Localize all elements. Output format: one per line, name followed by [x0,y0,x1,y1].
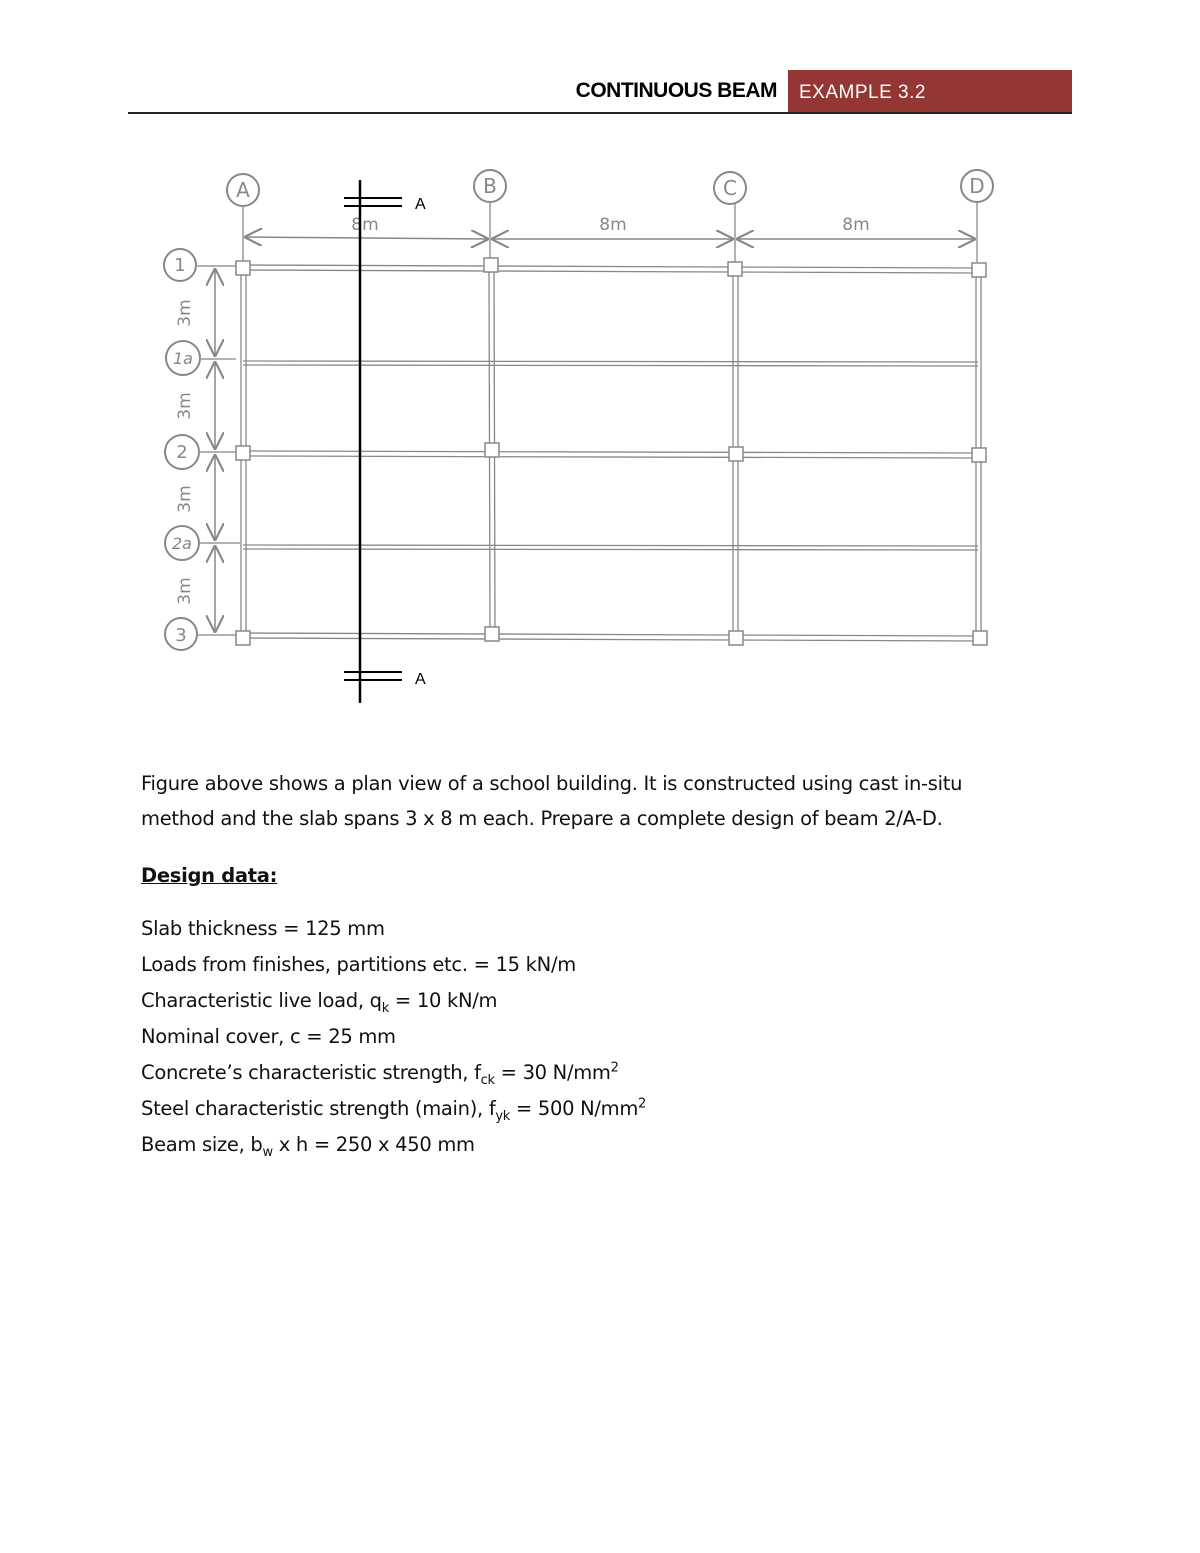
live-load-suffix: = 10 kN/m [389,989,498,1012]
header-example-tag: EXAMPLE 3.2 [788,70,1072,114]
beam-row-2a [243,545,978,550]
span-label-cd: 8m [842,215,870,235]
column-grid-bubbles [227,170,993,206]
paragraph-line-1: Figure above shows a plan view of a school building. It is constructed using cast in-situ [141,772,963,795]
span-label-bc: 8m [599,215,627,235]
grid-label-c: C [723,176,737,200]
beam-suffix: x h = 250 x 450 mm [272,1133,475,1156]
grid-label-2a: 2a [172,534,192,553]
beam-row-1 [243,265,978,273]
beam-grid [241,265,981,641]
nominal-cover: Nominal cover, c = 25 mm [141,1025,396,1048]
beam-row-1a [243,361,978,366]
page-header [128,70,1072,114]
steel-suffix: = 500 N/mm [510,1097,639,1120]
steel-strength [141,1091,1061,1127]
concrete-superscript: 2 [610,1060,619,1076]
concrete-suffix: = 30 N/mm [494,1061,611,1084]
beam-row-2 [243,451,978,458]
beam-prefix: Beam size, b [141,1133,263,1156]
concrete-prefix: Concrete’s characteristic strength, f [141,1061,481,1084]
header-rule [128,112,1072,114]
row-spacing-label-3: 3m [175,485,195,513]
steel-prefix: Steel characteristic strength (main), f [141,1097,496,1120]
paragraph-line-2: method and the slab spans 3 x 8 m each. Prepare a complete design of beam 2/A-D. [141,807,943,830]
row-extension-lines [196,266,240,635]
grid-label-d: D [969,174,985,198]
finishes-load: Loads from finishes, partitions etc. = 15 kN/m [141,953,576,976]
section-label-bottom: A [415,671,426,688]
steel-superscript: 2 [638,1096,647,1112]
section-cut-line [344,180,402,703]
row-spacing-label-4: 3m [175,577,195,605]
beam-subscript: w [262,1144,273,1160]
grid-label-1: 1 [174,255,186,276]
design-data-heading: Design data: [141,864,278,887]
row-spacing-label-1: 3m [175,299,195,327]
slab-thickness: Slab thickness = 125 mm [141,917,385,940]
problem-statement [141,766,1061,1163]
plan-view-drawing [150,160,1050,720]
live-load [141,983,1061,1019]
plan-view-figure [150,160,1050,720]
concrete-subscript: ck [480,1072,495,1088]
grid-label-2: 2 [176,442,188,463]
steel-subscript: yk [495,1108,511,1124]
header-title: CONTINUOUS BEAM [575,79,777,102]
beam-size [141,1127,1061,1163]
grid-label-b: B [483,174,497,198]
concrete-strength [141,1055,1061,1091]
section-label-top: A [415,196,426,213]
beam-row-3 [243,633,978,641]
span-dimension-lines [246,237,974,239]
live-load-prefix: Characteristic live load, q [141,989,382,1012]
live-load-subscript: k [381,1000,389,1016]
span-label-ab: 8m [351,215,379,235]
grid-label-1a: 1a [173,349,193,368]
grid-label-a: A [236,178,250,202]
row-spacing-label-2: 3m [175,392,195,420]
grid-label-3: 3 [175,625,187,646]
